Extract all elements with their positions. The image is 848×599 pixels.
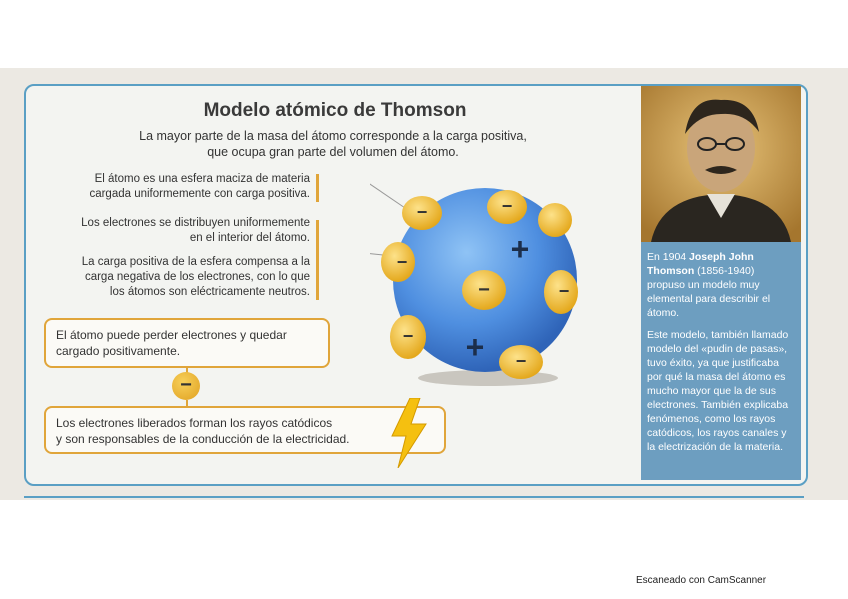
note-bar-2 <box>316 220 319 300</box>
plus-sign-2: + <box>465 329 485 365</box>
scanner-watermark: Escaneado con CamScanner <box>636 575 767 586</box>
note-neutral: La carga positiva de la esfera compensa a la carga negativa de los electrones, con lo que los átomos son eléctricamente neutros. <box>81 256 310 298</box>
page-title: Modelo atómico de Thomson <box>203 100 467 121</box>
sidebar-info <box>641 242 801 480</box>
electron-5-sign: − <box>478 279 490 301</box>
electron-7-sign: − <box>402 326 414 346</box>
plus-sign-1: + <box>510 231 530 267</box>
note-bar-1 <box>316 174 319 202</box>
lightning-icon <box>388 398 428 468</box>
box-cathode-rays: Los electrones liberados forman los rayos catódicos y son responsables de la conducción de la electricidad. <box>44 406 446 454</box>
thomson-atom-illustration <box>370 180 590 390</box>
next-card-edge <box>24 496 804 502</box>
electron-8-sign: − <box>515 351 527 371</box>
electron-3 <box>538 203 572 237</box>
pointer-line-1 <box>370 180 408 210</box>
electron-2-sign: − <box>501 196 513 216</box>
electron-4-sign: − <box>396 252 408 272</box>
sidebar-paragraph-2: Este modelo, también llamado modelo del «pudin de pasas», tuvo éxito, ya que justificaba por qué la masa del átomo es mucho mayor que la de sus electrones. También explicaba fenómenos, como los rayos catódicos, los rayos canales y la electrización de la materia. <box>647 329 789 453</box>
subtitle: La mayor parte de la masa del átomo corresponde a la carga positiva, que ocupa gran parte del volumen del átomo. <box>139 129 527 159</box>
electron-6-sign: − <box>558 281 570 301</box>
note-sphere: El átomo es una esfera maciza de materia cargada uniformemente con carga positiva. <box>89 173 310 200</box>
box-lose-electrons: El átomo puede perder electrones y quedar cargado positivamente. <box>44 318 330 368</box>
electron-1-sign: − <box>416 202 428 222</box>
electron-icon: − <box>172 372 200 400</box>
sidebar-paragraph-1: En 1904 Joseph John Thomson (1856-1940) propuso un modelo muy elemental para describir el átomo. <box>647 251 771 319</box>
note-electrons: Los electrones se distribuyen uniformemente en el interior del átomo. <box>81 217 310 244</box>
thomson-portrait <box>641 86 801 242</box>
